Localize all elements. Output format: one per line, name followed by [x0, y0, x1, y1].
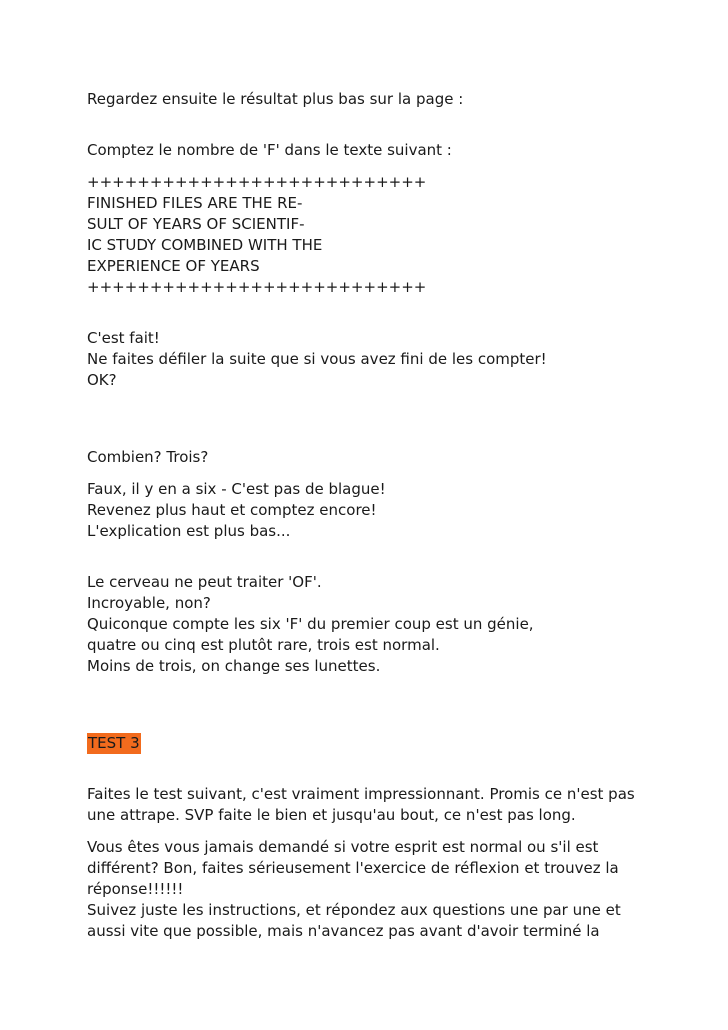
spacer: [87, 468, 687, 479]
question-line: Combien? Trois?: [87, 448, 209, 466]
answer-line-3: L'explication est plus bas...: [87, 522, 291, 540]
spacer: [87, 677, 687, 733]
test-body-line-3: réponse!!!!!!: [87, 880, 184, 898]
puzzle-line-1: FINISHED FILES ARE THE RE-: [87, 194, 303, 212]
scroll-warning-line: Ne faites défiler la suite que si vous avez fini de les compter!: [87, 350, 547, 368]
explanation-line-1: Le cerveau ne peut traiter 'OF'.: [87, 573, 322, 591]
test-heading-line: [87, 733, 687, 754]
plus-border-top: +++++++++++++++++++++++++++: [87, 173, 427, 191]
answer-line-1: Faux, il y en a six - C'est pas de blague!: [87, 480, 386, 498]
spacer: [87, 110, 687, 140]
instruction-line: Comptez le nombre de 'F' dans le texte suivant :: [87, 141, 452, 159]
test-body-line-4: Suivez juste les instructions, et répondez aux questions une par une et: [87, 901, 621, 919]
document-body: [87, 89, 687, 942]
spacer: [87, 542, 687, 572]
test-body-line-1: Vous êtes vous jamais demandé si votre esprit est normal ou s'il est: [87, 838, 599, 856]
spacer: [87, 826, 687, 837]
ok-line: OK?: [87, 371, 117, 389]
test-body-line-2: différent? Bon, faites sérieusement l'exercice de réflexion et trouvez la: [87, 859, 619, 877]
plus-border-bottom: +++++++++++++++++++++++++++: [87, 278, 427, 296]
spacer: [87, 161, 687, 172]
puzzle-line-4: EXPERIENCE OF YEARS: [87, 257, 260, 275]
intro-line: Regardez ensuite le résultat plus bas sur la page :: [87, 90, 464, 108]
answer-line-2: Revenez plus haut et comptez encore!: [87, 501, 377, 519]
spacer: [87, 391, 687, 447]
explanation-line-5: Moins de trois, on change ses lunettes.: [87, 657, 381, 675]
test-intro-line-2: une attrape. SVP faite le bien et jusqu'au bout, ce n'est pas long.: [87, 806, 576, 824]
test-heading-highlight: TEST 3: [88, 734, 140, 752]
explanation-line-3: Quiconque compte les six 'F' du premier coup est un génie,: [87, 615, 534, 633]
test-body-line-5: aussi vite que possible, mais n'avancez pas avant d'avoir terminé la: [87, 922, 600, 940]
spacer: [87, 298, 687, 328]
explanation-line-4: quatre ou cinq est plutôt rare, trois est normal.: [87, 636, 440, 654]
puzzle-line-3: IC STUDY COMBINED WITH THE: [87, 236, 323, 254]
done-line: C'est fait!: [87, 329, 160, 347]
test-intro-line-1: Faites le test suivant, c'est vraiment impressionnant. Promis ce n'est pas: [87, 785, 635, 803]
explanation-line-2: Incroyable, non?: [87, 594, 211, 612]
spacer: [87, 754, 687, 784]
puzzle-line-2: SULT OF YEARS OF SCIENTIF-: [87, 215, 305, 233]
